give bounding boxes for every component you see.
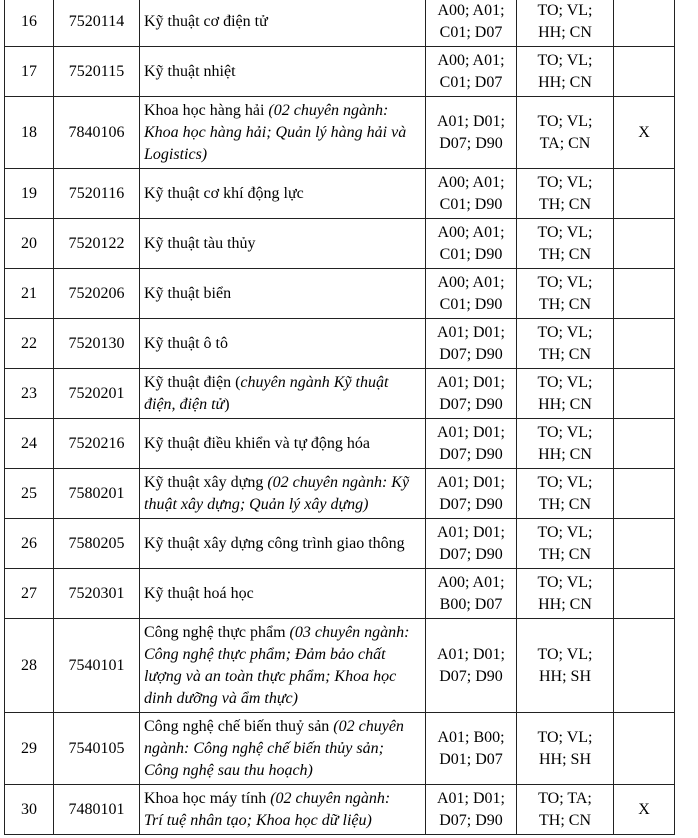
subject-line: TO; VL; xyxy=(537,373,593,391)
major-name-line xyxy=(144,183,421,205)
row-number: 22 xyxy=(5,319,54,369)
table-row xyxy=(5,169,675,219)
major-code: 7520301 xyxy=(54,569,140,619)
combination-line: D01; D07 xyxy=(439,750,503,768)
mark-cell xyxy=(614,47,675,97)
major-name-line xyxy=(144,688,421,710)
major-name-segment: Kỹ thuật xây dựng xyxy=(144,473,268,491)
major-code: 7540105 xyxy=(54,713,140,785)
subject-line: HH; CN xyxy=(538,595,592,613)
subject-combinations xyxy=(426,785,517,835)
combination-line: C01; D07 xyxy=(439,23,503,41)
major-name-segment: điện, điện tử xyxy=(144,395,225,413)
subject-combinations xyxy=(426,519,517,569)
major-name-segment: (02 chuyên ngành: xyxy=(268,101,389,119)
combination-line: C01; D90 xyxy=(439,245,503,263)
subject-combinations xyxy=(426,219,517,269)
table-row xyxy=(5,519,675,569)
table-row xyxy=(5,219,675,269)
major-name-line xyxy=(144,533,421,555)
subject-line: TH; CN xyxy=(539,295,591,313)
subject-combinations xyxy=(426,47,517,97)
row-number: 24 xyxy=(5,419,54,469)
mark-cell xyxy=(614,319,675,369)
mark-cell xyxy=(614,713,675,785)
major-name-line xyxy=(144,100,421,122)
exam-subjects xyxy=(517,519,614,569)
major-name-segment: (02 chuyên ngành: xyxy=(270,789,391,807)
exam-subjects xyxy=(517,369,614,419)
table-row xyxy=(5,619,675,713)
mark-cell xyxy=(614,0,675,47)
major-code: 7520201 xyxy=(54,369,140,419)
subject-line: TO; VL; xyxy=(537,573,593,591)
exam-subjects xyxy=(517,319,614,369)
subject-line: TH; CN xyxy=(539,245,591,263)
row-number: 30 xyxy=(5,785,54,835)
subject-line: TO; VL; xyxy=(537,473,593,491)
subject-combinations xyxy=(426,469,517,519)
major-code: 7520122 xyxy=(54,219,140,269)
mark-cell xyxy=(614,419,675,469)
major-name-line xyxy=(144,11,421,33)
major-name xyxy=(140,569,426,619)
mark-cell xyxy=(614,569,675,619)
table-row xyxy=(5,319,675,369)
major-name-segment: Khoa học hàng hải xyxy=(144,101,269,119)
major-name-segment: Kỹ thuật xây dựng công trình giao thông xyxy=(144,534,405,552)
combination-line: A01; D01; xyxy=(437,323,505,341)
mark-cell xyxy=(614,169,675,219)
major-name-segment: Kỹ thuật cơ điện tử xyxy=(144,12,268,30)
major-code: 7580205 xyxy=(54,519,140,569)
subject-line: TO; VL; xyxy=(537,112,593,130)
major-code: 7520206 xyxy=(54,269,140,319)
major-code: 7840106 xyxy=(54,97,140,169)
exam-subjects xyxy=(517,169,614,219)
row-number: 29 xyxy=(5,713,54,785)
major-name-line xyxy=(144,716,421,738)
major-name-line xyxy=(144,472,421,494)
exam-subjects xyxy=(517,97,614,169)
combination-line: C01; D90 xyxy=(439,295,503,313)
major-code: 7540101 xyxy=(54,619,140,713)
major-name-line xyxy=(144,810,421,832)
major-name-segment: dinh dưỡng và ẩm thực) xyxy=(144,689,298,707)
subject-combinations xyxy=(426,369,517,419)
combination-line: C01; D90 xyxy=(439,195,503,213)
major-name xyxy=(140,419,426,469)
subject-line: TH; CN xyxy=(539,811,591,829)
subject-combinations xyxy=(426,319,517,369)
exam-subjects xyxy=(517,219,614,269)
subject-line: HH; SH xyxy=(538,750,591,768)
major-name-segment: Công nghệ thực phẩm; Đảm bảo chất xyxy=(144,645,386,663)
subject-line: TH; CN xyxy=(539,195,591,213)
major-code: 7520114 xyxy=(54,0,140,47)
major-name xyxy=(140,519,426,569)
table-row xyxy=(5,419,675,469)
mark-cell: X xyxy=(614,97,675,169)
row-number: 20 xyxy=(5,219,54,269)
subject-line: HH; SH xyxy=(538,667,591,685)
subject-combinations xyxy=(426,569,517,619)
combination-line: A01; B00; xyxy=(437,728,505,746)
table-row xyxy=(5,369,675,419)
combination-line: A01; D01; xyxy=(437,373,505,391)
major-name-segment: ) xyxy=(224,395,230,413)
combination-line: D07; D90 xyxy=(439,445,503,463)
mark-cell xyxy=(614,469,675,519)
row-number: 21 xyxy=(5,269,54,319)
subject-combinations xyxy=(426,619,517,713)
major-name-line xyxy=(144,622,421,644)
table-row xyxy=(5,785,675,835)
major-name-line xyxy=(144,760,421,782)
major-name xyxy=(140,319,426,369)
combination-line: D07; D90 xyxy=(439,811,503,829)
row-number: 26 xyxy=(5,519,54,569)
major-name-segment: ngành: Công nghệ chế biến thủy sản; xyxy=(144,739,384,757)
major-name-line xyxy=(144,738,421,760)
row-number: 18 xyxy=(5,97,54,169)
major-name-segment: Công nghệ thực phẩm xyxy=(144,623,290,641)
major-name-segment: Kỹ thuật điện ( xyxy=(144,373,241,391)
exam-subjects xyxy=(517,469,614,519)
subject-line: TO; VL; xyxy=(537,223,593,241)
major-name-segment: Logistics) xyxy=(144,145,208,163)
combination-line: A01; D01; xyxy=(437,789,505,807)
table-row xyxy=(5,569,675,619)
combination-line: B00; D07 xyxy=(439,595,503,613)
major-name xyxy=(140,169,426,219)
major-code: 7520130 xyxy=(54,319,140,369)
exam-subjects xyxy=(517,785,614,835)
combination-line: A00; A01; xyxy=(437,223,505,241)
major-name-line xyxy=(144,122,421,144)
subject-line: TA; CN xyxy=(539,134,591,152)
mark-cell xyxy=(614,219,675,269)
major-name xyxy=(140,219,426,269)
major-name-segment: Kỹ thuật hoá học xyxy=(144,584,254,602)
major-name-line xyxy=(144,283,421,305)
row-number: 23 xyxy=(5,369,54,419)
major-name xyxy=(140,469,426,519)
major-name-line xyxy=(144,644,421,666)
major-name xyxy=(140,269,426,319)
subject-line: HH; CN xyxy=(538,445,592,463)
major-name-segment: Công nghệ sau thu hoạch) xyxy=(144,761,313,779)
subject-line: TO; VL; xyxy=(537,523,593,541)
mark-cell xyxy=(614,369,675,419)
subject-line: TH; CN xyxy=(539,345,591,363)
subject-line: TO; TA; xyxy=(538,789,592,807)
table-row xyxy=(5,713,675,785)
subject-line: TO; VL; xyxy=(537,323,593,341)
combination-line: A01; D01; xyxy=(437,423,505,441)
major-name xyxy=(140,97,426,169)
major-name-segment: (02 chuyên xyxy=(333,717,404,735)
row-number: 16 xyxy=(5,0,54,47)
subject-line: TO; VL; xyxy=(537,173,593,191)
row-number: 17 xyxy=(5,47,54,97)
major-name xyxy=(140,785,426,835)
major-name-segment: Khoa học hàng hải; Quản lý hàng hải và xyxy=(144,123,407,141)
major-name-segment: (03 chuyên ngành: xyxy=(289,623,410,641)
major-name-segment: chuyên ngành Kỹ thuật xyxy=(240,373,389,391)
subject-line: TO; VL; xyxy=(537,273,593,291)
combination-line: A00; A01; xyxy=(437,51,505,69)
major-code: 7580201 xyxy=(54,469,140,519)
exam-subjects xyxy=(517,619,614,713)
major-name-line xyxy=(144,433,421,455)
combination-line: A00; A01; xyxy=(437,273,505,291)
subject-line: TO; VL; xyxy=(537,51,593,69)
combination-line: D07; D90 xyxy=(439,395,503,413)
mark-cell: X xyxy=(614,785,675,835)
major-name-segment: Kỹ thuật tàu thủy xyxy=(144,234,256,252)
combination-line: D07; D90 xyxy=(439,345,503,363)
table-row xyxy=(5,47,675,97)
combination-line: A01; D01; xyxy=(437,523,505,541)
subject-combinations xyxy=(426,169,517,219)
mark-cell xyxy=(614,519,675,569)
exam-subjects xyxy=(517,419,614,469)
mark-cell xyxy=(614,269,675,319)
combination-line: A00; A01; xyxy=(437,173,505,191)
major-name-line xyxy=(144,494,421,516)
subject-line: TO; VL; xyxy=(537,728,593,746)
major-name-segment: thuật xây dựng; Quản lý xây dựng) xyxy=(144,495,369,513)
mark-cell xyxy=(614,619,675,713)
major-name-segment: Công nghệ chế biến thuỷ sản xyxy=(144,717,334,735)
major-name-segment: Kỹ thuật biển xyxy=(144,284,232,302)
row-number: 25 xyxy=(5,469,54,519)
subject-combinations xyxy=(426,713,517,785)
combination-line: A01; D01; xyxy=(437,112,505,130)
major-name-line xyxy=(144,583,421,605)
majors-table xyxy=(4,0,675,835)
major-name-segment: Kỹ thuật điều khiển và tự động hóa xyxy=(144,434,370,452)
subject-line: HH; CN xyxy=(538,395,592,413)
table-row xyxy=(5,97,675,169)
combination-line: D07; D90 xyxy=(439,134,503,152)
major-name-segment: Kỹ thuật ô tô xyxy=(144,334,228,352)
major-name-line xyxy=(144,144,421,166)
subject-combinations xyxy=(426,97,517,169)
major-name-segment: lượng và an toàn thực phẩm; Khoa học xyxy=(144,667,397,685)
subject-combinations xyxy=(426,0,517,47)
major-code: 7480101 xyxy=(54,785,140,835)
subject-line: HH; CN xyxy=(538,23,592,41)
combination-line: D07; D90 xyxy=(439,545,503,563)
subject-line: TO; VL; xyxy=(537,645,593,663)
major-name-line xyxy=(144,372,421,394)
combination-line: D07; D90 xyxy=(439,495,503,513)
subject-line: TO; VL; xyxy=(537,1,593,19)
exam-subjects xyxy=(517,269,614,319)
major-code: 7520216 xyxy=(54,419,140,469)
table-row xyxy=(5,469,675,519)
subject-line: TO; VL; xyxy=(537,423,593,441)
combination-line: A01; D01; xyxy=(437,645,505,663)
combination-line: A00; A01; xyxy=(437,573,505,591)
major-code: 7520115 xyxy=(54,47,140,97)
major-code: 7520116 xyxy=(54,169,140,219)
major-name-segment: Khoa học máy tính xyxy=(144,789,271,807)
subject-line: TH; CN xyxy=(539,495,591,513)
major-name-line xyxy=(144,61,421,83)
major-name xyxy=(140,47,426,97)
combination-line: D07; D90 xyxy=(439,667,503,685)
major-name-line xyxy=(144,333,421,355)
exam-subjects xyxy=(517,47,614,97)
major-name-line xyxy=(144,394,421,416)
major-name-line xyxy=(144,788,421,810)
combination-line: A00; A01; xyxy=(437,1,505,19)
major-name-segment: (02 chuyên ngành: Kỹ xyxy=(267,473,410,491)
table-row xyxy=(5,0,675,47)
major-name xyxy=(140,0,426,47)
row-number: 27 xyxy=(5,569,54,619)
row-number: 19 xyxy=(5,169,54,219)
major-name xyxy=(140,369,426,419)
major-name-segment: Kỹ thuật cơ khí động lực xyxy=(144,184,304,202)
table-row xyxy=(5,269,675,319)
major-name-segment: Kỹ thuật nhiệt xyxy=(144,62,236,80)
exam-subjects xyxy=(517,713,614,785)
major-name-line xyxy=(144,233,421,255)
subject-combinations xyxy=(426,269,517,319)
majors-table-body xyxy=(5,0,675,835)
subject-line: HH; CN xyxy=(538,73,592,91)
major-name-line xyxy=(144,666,421,688)
exam-subjects xyxy=(517,569,614,619)
combination-line: C01; D07 xyxy=(439,73,503,91)
exam-subjects xyxy=(517,0,614,47)
major-name xyxy=(140,619,426,713)
subject-combinations xyxy=(426,419,517,469)
subject-line: TH; CN xyxy=(539,545,591,563)
row-number: 28 xyxy=(5,619,54,713)
major-name xyxy=(140,713,426,785)
major-name-segment: Trí tuệ nhân tạo; Khoa học dữ liệu) xyxy=(144,811,372,829)
combination-line: A01; D01; xyxy=(437,473,505,491)
